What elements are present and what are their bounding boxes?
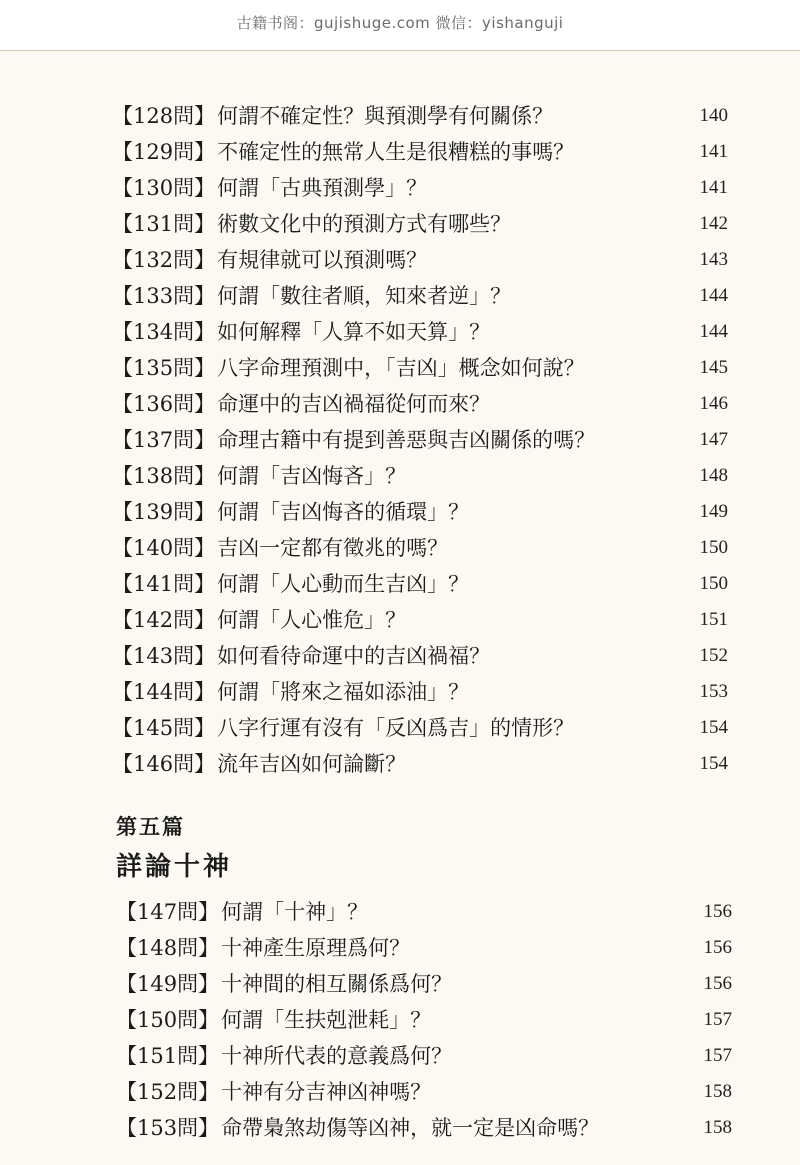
- question-title: 命理古籍中有提到善惡與吉凶關係的嗎？: [217, 428, 596, 452]
- toc-entry: [116, 1110, 736, 1146]
- book-page: [0, 51, 800, 1165]
- toc-entry: [112, 602, 732, 638]
- toc-entry: [112, 134, 732, 170]
- page-number: 141: [699, 141, 728, 162]
- question-title: 何謂不確定性？與預測學有何關係？: [217, 104, 554, 128]
- question-number: 【131問】: [112, 212, 216, 236]
- question-number: 【145問】: [112, 716, 216, 740]
- question-number: 【132問】: [112, 248, 216, 272]
- toc-entry: [112, 674, 732, 710]
- toc-entry: [112, 350, 732, 386]
- toc-entry: [116, 966, 736, 1002]
- question-title: 不確定性的無常人生是很糟糕的事嗎？: [217, 140, 575, 164]
- toc-entry: [112, 566, 732, 602]
- question-title: 何謂「人心動而生吉凶」？: [217, 572, 470, 596]
- question-number: 【151問】: [116, 1044, 220, 1068]
- page-number: 141: [699, 177, 728, 198]
- page-number: 144: [699, 285, 728, 306]
- page-number: 151: [699, 609, 728, 630]
- question-title: 命運中的吉凶禍福從何而來？: [217, 392, 491, 416]
- question-title: 何謂「人心惟危」？: [217, 608, 407, 632]
- question-number: 【139問】: [112, 500, 216, 524]
- question-title: 何謂「十神」？: [221, 900, 369, 924]
- page-number: 147: [699, 429, 728, 450]
- page-number: 152: [699, 645, 728, 666]
- question-number: 【146問】: [112, 752, 216, 776]
- toc-entry: [112, 530, 732, 566]
- question-number: 【140問】: [112, 536, 216, 560]
- page-number: 150: [699, 573, 728, 594]
- question-title: 命帶梟煞劫傷等凶神，就一定是凶命嗎？: [221, 1116, 600, 1140]
- toc-entry: [112, 98, 732, 134]
- page-number: 142: [699, 213, 728, 234]
- toc-entry: [112, 710, 732, 746]
- page-number: 157: [703, 1009, 732, 1030]
- toc-entry: [112, 746, 732, 782]
- page-number: 150: [699, 537, 728, 558]
- toc-entry: [112, 314, 732, 350]
- question-number: 【143問】: [112, 644, 216, 668]
- question-title: 何謂「將來之福如添油」？: [217, 680, 470, 704]
- question-number: 【138問】: [112, 464, 216, 488]
- toc-entry: [112, 206, 732, 242]
- question-title: 流年吉凶如何論斷？: [217, 752, 407, 776]
- toc-entry: [116, 894, 736, 930]
- question-title: 八字行運有沒有「反凶爲吉」的情形？: [217, 716, 575, 740]
- toc-entry: [112, 458, 732, 494]
- page-number: 144: [699, 321, 728, 342]
- page-number: 157: [703, 1045, 732, 1066]
- page-number: 154: [699, 753, 728, 774]
- question-title: 十神所代表的意義爲何？: [221, 1044, 453, 1068]
- watermark-header: [0, 0, 800, 51]
- question-title: 八字命理預測中，「吉凶」概念如何說？: [217, 356, 585, 380]
- section-title: 詳論十神: [116, 852, 233, 882]
- toc-entry: [112, 170, 732, 206]
- question-title: 術數文化中的預測方式有哪些？: [217, 212, 512, 236]
- toc-entry: [112, 386, 732, 422]
- toc-list-part-5: [116, 894, 736, 1146]
- question-number: 【135問】: [112, 356, 216, 380]
- toc-entry: [112, 278, 732, 314]
- page-number: 149: [699, 501, 728, 522]
- question-title: 有規律就可以預測嗎？: [217, 248, 428, 272]
- question-number: 【152問】: [116, 1080, 220, 1104]
- page-number: 158: [703, 1117, 732, 1138]
- question-title: 十神間的相互關係爲何？: [221, 972, 453, 996]
- page-number: 143: [699, 249, 728, 270]
- section-label: 第五篇: [116, 815, 185, 839]
- question-title: 吉凶一定都有徵兆的嗎？: [217, 536, 449, 560]
- page-number: 154: [699, 717, 728, 738]
- page-number: 158: [703, 1081, 732, 1102]
- toc-entry: [112, 494, 732, 530]
- toc-entry: [112, 242, 732, 278]
- toc-entry: [116, 1074, 736, 1110]
- question-title: 何謂「生扶剋泄耗」？: [221, 1008, 432, 1032]
- page-number: 156: [703, 901, 732, 922]
- question-number: 【147問】: [116, 900, 220, 924]
- question-number: 【141問】: [112, 572, 216, 596]
- toc-entry: [112, 422, 732, 458]
- question-number: 【129問】: [112, 140, 216, 164]
- question-title: 何謂「吉凶悔吝」？: [217, 464, 407, 488]
- question-number: 【142問】: [112, 608, 216, 632]
- question-number: 【150問】: [116, 1008, 220, 1032]
- page-number: 145: [699, 357, 728, 378]
- question-number: 【130問】: [112, 176, 216, 200]
- question-number: 【136問】: [112, 392, 216, 416]
- question-number: 【128問】: [112, 104, 216, 128]
- question-title: 何謂「古典預測學」？: [217, 176, 428, 200]
- question-title: 何謂「數往者順，知來者逆」？: [217, 284, 512, 308]
- question-title: 如何看待命運中的吉凶禍福？: [217, 644, 491, 668]
- page-number: 153: [699, 681, 728, 702]
- question-number: 【137問】: [112, 428, 216, 452]
- question-number: 【148問】: [116, 936, 220, 960]
- page-number: 148: [699, 465, 728, 486]
- question-title: 十神產生原理爲何？: [221, 936, 411, 960]
- question-number: 【133問】: [112, 284, 216, 308]
- toc-entry: [112, 638, 732, 674]
- page-number: 146: [699, 393, 728, 414]
- watermark-text: 古籍书阁：gujishuge.com 微信：yishanguji: [236, 14, 564, 32]
- question-title: 何謂「吉凶悔吝的循環」？: [217, 500, 470, 524]
- question-number: 【153問】: [116, 1116, 220, 1140]
- toc-entry: [116, 930, 736, 966]
- page-number: 156: [703, 937, 732, 958]
- question-number: 【144問】: [112, 680, 216, 704]
- question-number: 【134問】: [112, 320, 216, 344]
- toc-entry: [116, 1002, 736, 1038]
- question-number: 【149問】: [116, 972, 220, 996]
- toc-list-part-4: [112, 98, 732, 782]
- question-title: 如何解釋「人算不如天算」？: [217, 320, 491, 344]
- question-title: 十神有分吉神凶神嗎？: [221, 1080, 432, 1104]
- page-number: 140: [699, 105, 728, 126]
- toc-entry: [116, 1038, 736, 1074]
- page-number: 156: [703, 973, 732, 994]
